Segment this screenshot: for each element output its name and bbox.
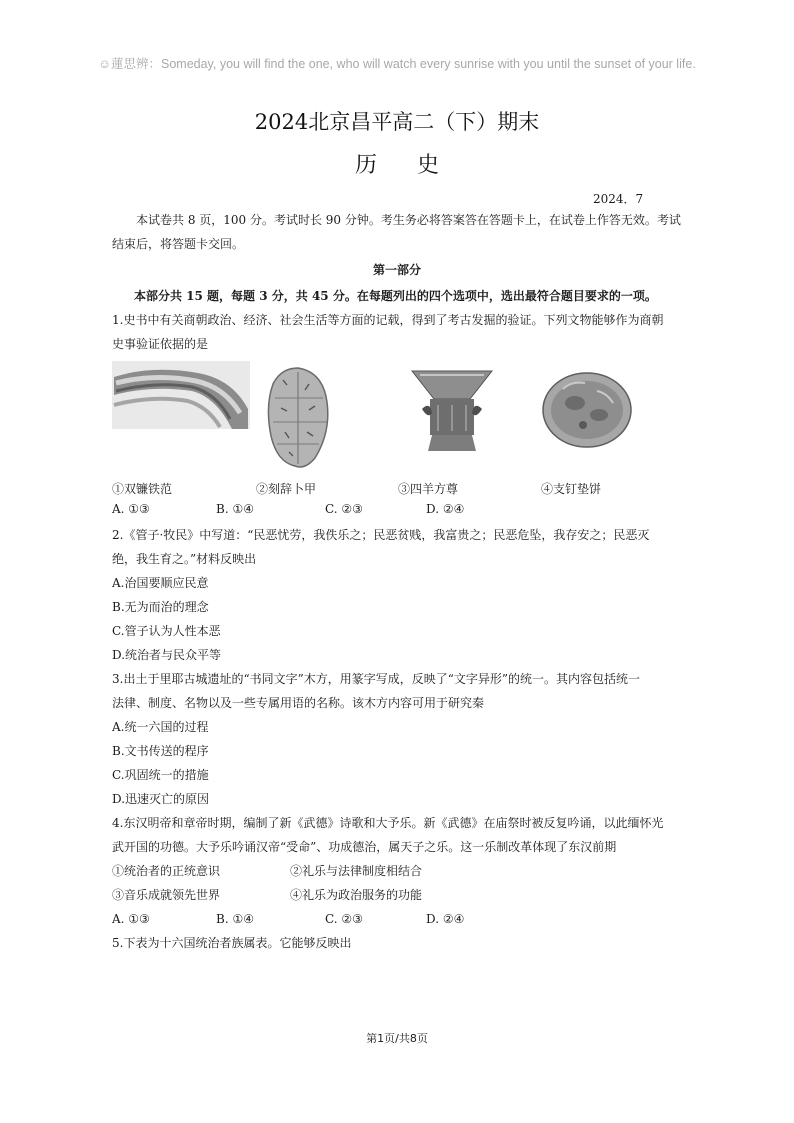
four-ram-square-zun-image	[410, 369, 494, 453]
q2-option-d: D.统治者与民众平等	[112, 648, 222, 662]
q2-option-a: A.治国要顺应民意	[112, 576, 209, 590]
q4-item-3: ③音乐成就领先世界	[112, 888, 221, 902]
watermark-banner: ☺蓮思辨：Someday, you will find the one, who will watch every sunrise with you until the sunset of your life.	[98, 57, 696, 71]
q4-stem-line-2: 武开国的功德。大予乐吟诵汉帝“受命”、功成德治，属天子之乐。这一乐制改革体现了东汉前期	[112, 840, 617, 854]
instructions-line-2: 结束后，将答题卡交回。	[112, 237, 245, 251]
support-nail-pad-image	[541, 369, 633, 449]
q1-caption-1: ①双镰铁范	[112, 482, 173, 496]
q2-option-b: B.无为而治的理念	[112, 600, 209, 614]
q3-option-b: B.文书传送的程序	[112, 744, 209, 758]
q3-option-c: C.巩固统一的措施	[112, 768, 209, 782]
q3-option-d: D.迅速灭亡的原因	[112, 792, 210, 806]
iron-sickle-mold-image	[112, 361, 250, 429]
q1-caption-4: ④支钉垫饼	[541, 482, 602, 496]
part1-title: 第一部分	[372, 263, 421, 277]
page-footer: 第1页/共8页	[366, 1032, 428, 1045]
q1-option-c: C. ②③	[325, 502, 363, 516]
q1-option-b: B. ①④	[216, 502, 254, 516]
subject-title: 历史	[354, 153, 479, 178]
q4-option-c: C. ②③	[325, 912, 363, 926]
q3-stem-line-1: 3.出土于里耶古城遗址的“书同文字”木方，用篆字写成，反映了“文字异形”的统一。其内容包括统一	[112, 672, 640, 686]
q3-option-a: A.统一六国的过程	[112, 720, 209, 734]
q1-option-d: D. ②④	[426, 502, 465, 516]
exam-date: 2024．7	[593, 192, 644, 206]
q2-stem-line-1: 2.《管子·牧民》中写道：“民恶忧劳，我佚乐之；民恶贫贱，我富贵之；民恶危坠，我存安之；民恶灭	[112, 528, 650, 542]
q1-option-a: A. ①③	[112, 502, 150, 516]
q3-stem-line-2: 法律、制度、名物以及一些专属用语的名称。该木方内容可用于研究秦	[112, 696, 485, 710]
q4-item-1: ①统治者的正统意识	[112, 864, 221, 878]
q1-stem-line-1: 1.史书中有关商朝政治、经济、社会生活等方面的记载，得到了考古发掘的验证。下列文物能够作为商朝	[112, 313, 664, 327]
instructions-line-1: 本试卷共 8 页，100 分。考试时长 90 分钟。考生务必将答案答在答题卡上，在试卷上作答无效。考试	[136, 213, 681, 227]
q1-stem-line-2: 史事验证依据的是	[112, 337, 209, 351]
part1-note: 本部分共 15 题，每题 3 分，共 45 分。在每题列出的四个选项中，选出最符合题目要求的一项。	[134, 289, 657, 303]
oracle-bone-shell-image	[265, 366, 331, 470]
q4-stem-line-1: 4.东汉明帝和章帝时期，编制了新《武德》诗歌和大予乐。新《武德》在庙祭时被反复吟诵，以此缅怀光	[112, 816, 664, 830]
q4-option-a: A. ①③	[112, 912, 150, 926]
q4-option-d: D. ②④	[426, 912, 465, 926]
q2-stem-line-2: 绝，我生育之。”材料反映出	[112, 552, 257, 566]
q2-option-c: C.管子认为人性本恶	[112, 624, 221, 638]
exam-title: 2024北京昌平高二（下）期末	[254, 110, 540, 134]
q4-item-2: ②礼乐与法律制度相结合	[290, 864, 423, 878]
q1-caption-3: ③四羊方尊	[398, 482, 459, 496]
q5-stem: 5.下表为十六国统治者族属表。它能够反映出	[112, 936, 352, 950]
q1-caption-2: ②刻辞卜甲	[256, 482, 317, 496]
q4-option-b: B. ①④	[216, 912, 254, 926]
q4-item-4: ④礼乐为政治服务的功能	[290, 888, 423, 902]
